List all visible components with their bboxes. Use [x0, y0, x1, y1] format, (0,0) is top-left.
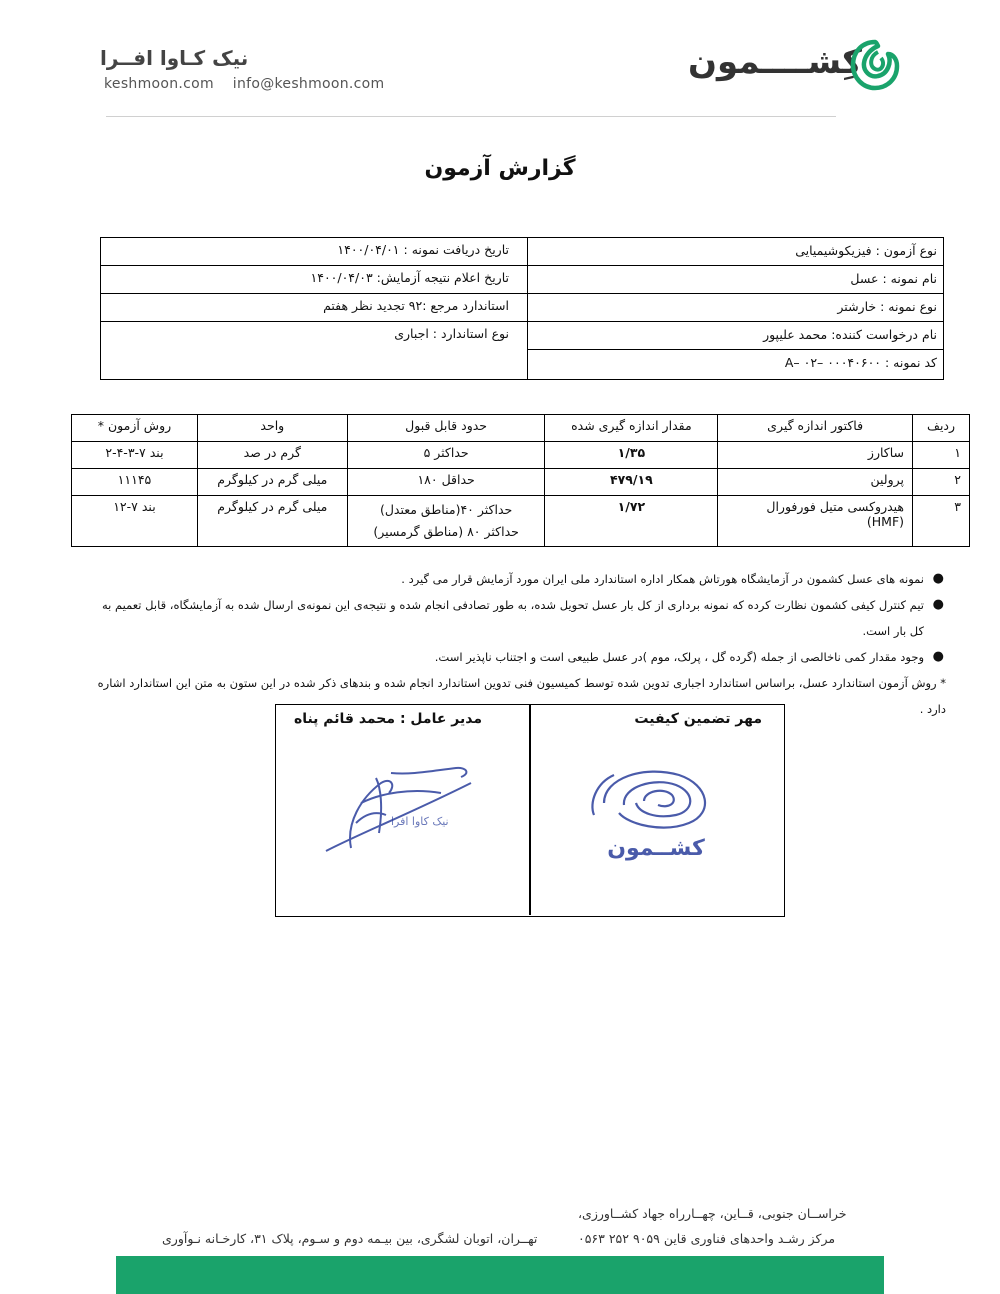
brand-logo-icon	[848, 38, 902, 96]
limit-line: حداکثر ۴۰(مناطق معتدل)	[379, 502, 513, 517]
limit-cell: حداکثر ۵	[347, 442, 545, 469]
signature-divider	[529, 705, 531, 915]
info-row-divider	[527, 265, 943, 266]
quality-stamp-label: مهر تضمین کیفیت	[634, 711, 762, 727]
brand-logo-text: کِشــــمون	[688, 42, 862, 82]
factor-cell: پرولین	[718, 469, 913, 496]
row-number: ۳	[913, 496, 970, 547]
sample-code: کد نمونه : A– ۰۲– ۰۰۰۴۰۶۰۰	[784, 355, 937, 370]
reference-standard: استاندارد مرجع :۹۲ تجدید نظر هفتم	[323, 298, 509, 313]
unit-cell: میلی گرم در کیلوگرم	[197, 496, 347, 547]
email-link[interactable]: info@keshmoon.com	[232, 76, 385, 92]
bullet-icon: ●	[932, 649, 944, 664]
factor-cell: ساکارز	[718, 442, 913, 469]
footer-address-tehran: تهــران، اتوبان لشگری، بین بیـمه دوم و سـوم، پلاک ۳۱، کارخـانه نـوآوری	[162, 1231, 538, 1246]
manager-label: مدیر عامل : محمد قائم پناه	[293, 711, 482, 727]
manager-signature	[321, 763, 491, 862]
table-row	[72, 496, 970, 547]
table-header-row	[72, 415, 970, 442]
footnote: * روش آزمون استاندارد عسل، براساس استاندارد اجباری تدوین شده توسط کمیسیون فنی تدوین استاندارد انجام شده و بندهای ذکر شده در این ستون به متن این استاندارد اشاره دارد .	[97, 676, 946, 716]
column-header: واحد	[197, 415, 347, 442]
signature-stamp-text: نیک کاوا افرا	[391, 815, 449, 828]
receive-date: تاریخ دریافت نمونه : ۱۴۰۰/۰۴/۰۱	[337, 242, 509, 257]
row-number: ۲	[913, 469, 970, 496]
standard-type: نوع استاندارد : اجباری	[394, 326, 509, 341]
stamp-text: کشــمون	[607, 836, 705, 861]
contact-info	[104, 76, 399, 92]
unit-cell: گرم در صد	[197, 442, 347, 469]
quality-stamp	[584, 763, 729, 867]
note-item: ● نمونه های عسل کشمون در آزمایشگاه هورتاش همکار اداره استاندارد ملی ایران مورد آزمایش قرار می گیرد .	[90, 566, 946, 592]
sample-name: نام نمونه : عسل	[850, 271, 937, 286]
limit-cell: حداقل ۱۸۰	[347, 469, 545, 496]
footer-brand-bar	[116, 1256, 884, 1294]
limit-cell	[347, 496, 545, 547]
info-row-divider	[527, 293, 943, 294]
method-cell: ۱۱۱۴۵	[72, 469, 198, 496]
sample-type: نوع نمونه : خارشتر	[837, 299, 937, 314]
footer-address-1: خراســان جنوبی، قــاین، چهــارراه جهاد کشــاورزی،	[578, 1206, 847, 1221]
signature-box	[275, 704, 785, 917]
info-row-divider	[101, 265, 527, 266]
note-item: ● تیم کنترل کیفی کشمون نظارت کرده که نمونه برداری از کل بار عسل تحویل شده، به طور تصادفی انجام شده و نتیجه‌ی این نمونه‌ی ارسال شده به آزمایشگاه، قابل تعمیم به کل بار است.	[90, 592, 946, 644]
table-row	[72, 442, 970, 469]
limit-line: حداکثر ۸۰ (مناطق گرمسیر)	[373, 524, 519, 539]
row-number: ۱	[913, 442, 970, 469]
info-row-divider	[527, 321, 943, 322]
page-title: گزارش آزمون	[424, 156, 576, 181]
method-cell: بند ۷-۳-۴-۲	[72, 442, 198, 469]
bullet-icon: ●	[932, 571, 944, 586]
test-type: نوع آزمون : فیزیکوشیمیایی	[795, 243, 937, 258]
footer-address-2: مرکز رشـد واحدهای فناوری قاین ۹۰۵۹ ۲۵۲ ۰۵۶۳	[578, 1231, 836, 1246]
column-header: روش آزمون *	[72, 415, 198, 442]
column-header: فاکتور اندازه گیری	[718, 415, 913, 442]
info-row-divider	[101, 321, 527, 322]
company-name: نیک کـاوا افــرا	[100, 46, 249, 70]
info-column-divider	[527, 238, 528, 379]
result-date: تاریخ اعلام نتیجه آزمایش: ۱۴۰۰/۰۴/۰۳	[310, 270, 509, 285]
table-row	[72, 469, 970, 496]
column-header: ردیف	[913, 415, 970, 442]
header-divider	[106, 116, 836, 117]
value-cell: ۱/۳۵	[545, 442, 718, 469]
column-header: حدود قابل قبول	[347, 415, 545, 442]
unit-cell: میلی گرم در کیلوگرم	[197, 469, 347, 496]
method-cell: بند ۷-۱۲	[72, 496, 198, 547]
info-row-divider	[527, 349, 943, 350]
value-cell: ۴۷۹/۱۹	[545, 469, 718, 496]
results-table	[71, 414, 970, 547]
info-row-divider	[101, 293, 527, 294]
sample-info-box	[100, 237, 944, 380]
factor-cell: هیدروکسی متیل فورفورال (HMF)	[718, 496, 913, 547]
value-cell: ۱/۷۲	[545, 496, 718, 547]
requester-name: نام درخواست کننده: محمد علیپور	[763, 327, 937, 342]
notes-section	[90, 566, 946, 722]
website-link[interactable]: keshmoon.com	[104, 76, 214, 92]
column-header: مقدار اندازه گیری شده	[545, 415, 718, 442]
bullet-icon: ●	[932, 597, 944, 612]
note-item: ● وجود مقدار کمی ناخالصی از جمله (گرده گل ، پرلک، موم )در عسل طبیعی است و اجتناب ناپذیر است.	[90, 644, 946, 670]
